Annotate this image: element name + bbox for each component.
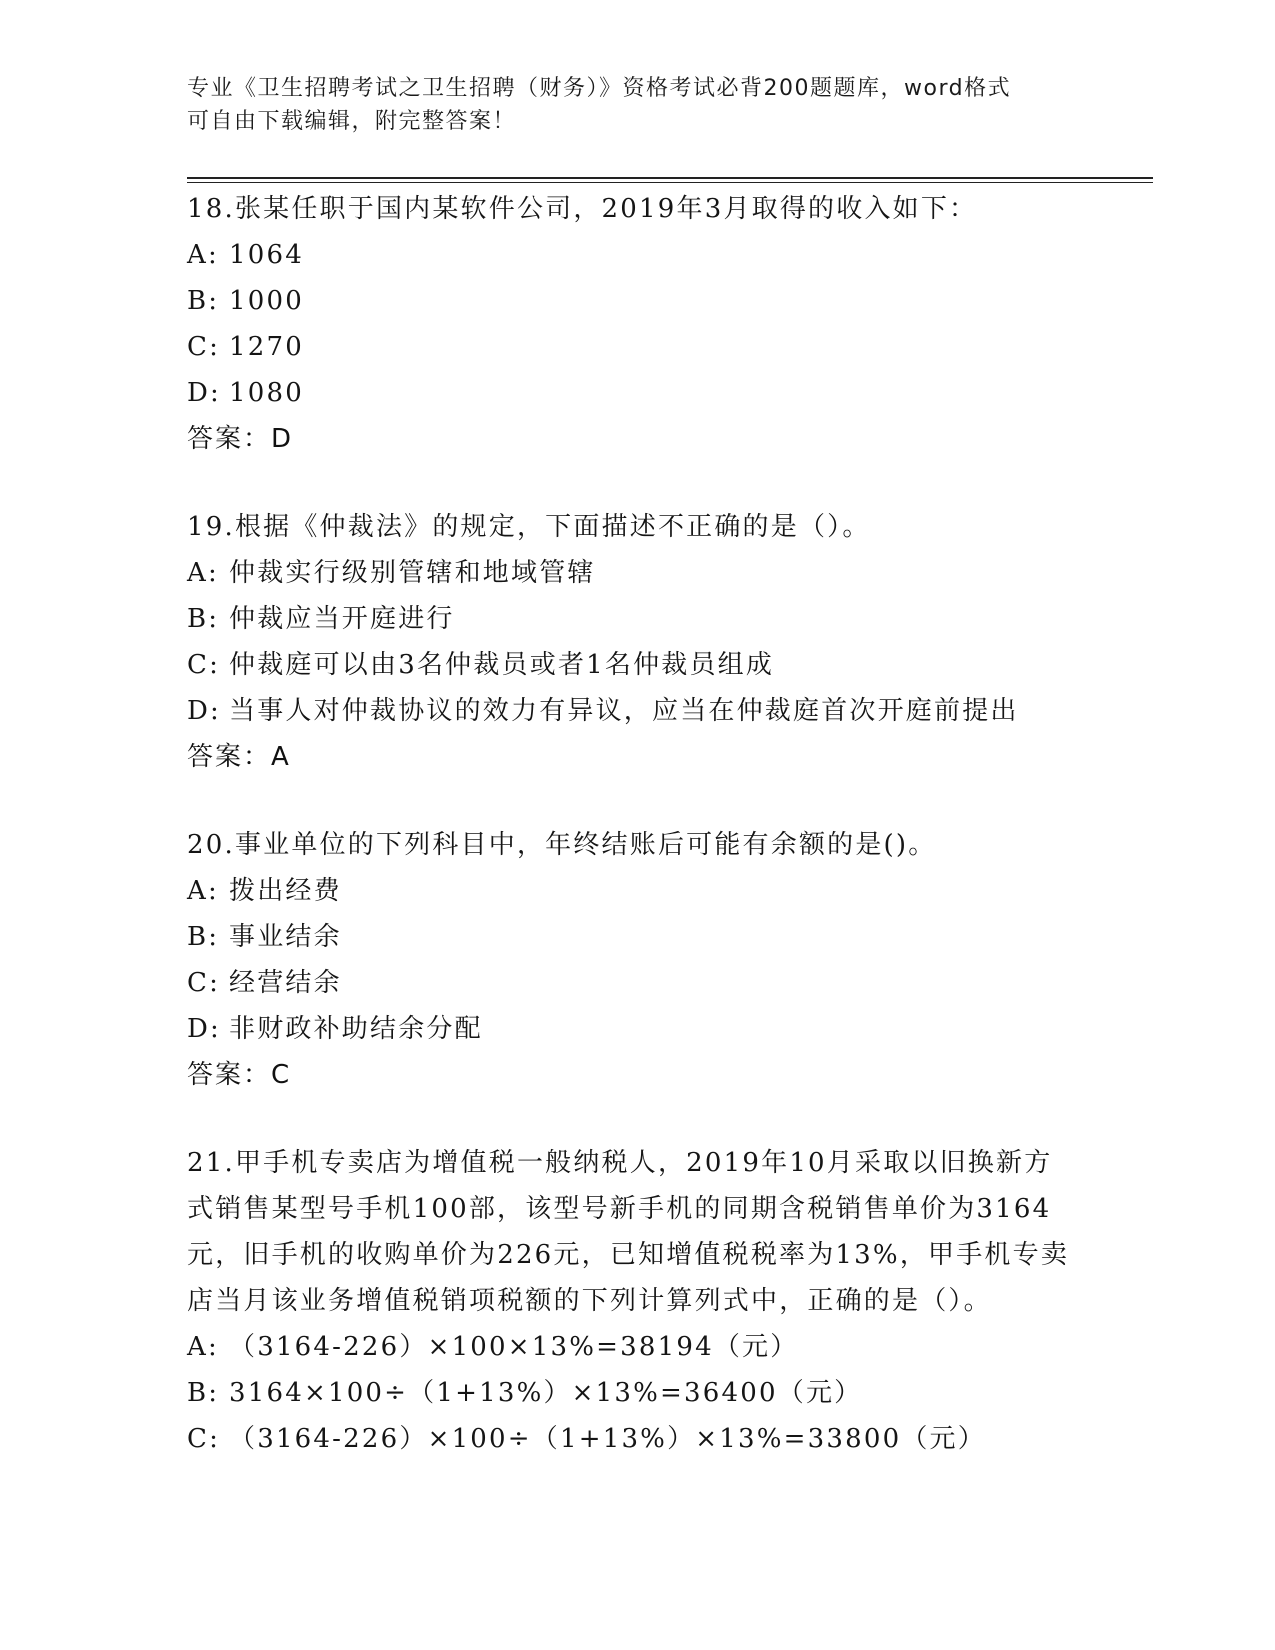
option-a [187, 232, 1087, 278]
question-text: 19.根据《仲裁法》的规定，下面描述不正确的是（）。 [187, 512, 871, 542]
option-c [187, 960, 1087, 1006]
question-list [187, 186, 1087, 1504]
option-text: 仲裁庭可以由3名仲裁员或者1名仲裁员组成 [229, 650, 775, 680]
option-d [187, 1006, 1087, 1052]
option-text: 拨出经费 [229, 876, 342, 906]
question-20 [187, 822, 1087, 1098]
option-b [187, 278, 1087, 324]
question-19 [187, 504, 1087, 780]
option-letter: C: [187, 650, 221, 680]
question-text: 21.甲手机专卖店为增值税一般纳税人，2019年10月采取以旧换新方式销售某型号手机100部，该型号新手机的同期含税销售单价为3164元，旧手机的收购单价为226元，已知增值税税率为13%，甲手机专卖店当月该业务增值税销项税额的下列计算列式中，正确的是（）。 [187, 1148, 1070, 1316]
option-text: （3164-226）×100÷（1+13%）×13%=33800（元） [229, 1424, 986, 1454]
option-a [187, 868, 1087, 914]
option-text: 1270 [229, 332, 304, 362]
option-text: 事业结余 [229, 922, 342, 952]
option-text: 1064 [229, 240, 304, 270]
option-d [187, 370, 1087, 416]
option-d [187, 688, 1087, 734]
option-text: 非财政补助结余分配 [229, 1014, 483, 1044]
option-text: 1080 [229, 378, 304, 408]
option-b [187, 1370, 1087, 1416]
option-letter: C: [187, 968, 221, 998]
option-text: 当事人对仲裁协议的效力有异议，应当在仲裁庭首次开庭前提出 [229, 696, 1019, 726]
header-line-2: 可自由下载编辑，附完整答案！ [187, 109, 517, 134]
option-letter: B: [187, 1378, 220, 1408]
option-b [187, 914, 1087, 960]
question-18 [187, 186, 1087, 462]
option-text: 经营结余 [229, 968, 342, 998]
option-c [187, 1416, 1087, 1462]
option-letter: A: [187, 558, 219, 588]
question-text: 18.张某任职于国内某软件公司，2019年3月取得的收入如下： [187, 194, 978, 224]
header-divider-thick [187, 177, 1153, 179]
document-header [187, 72, 1087, 138]
answer-text: 答案：C [187, 1060, 292, 1090]
option-letter: C: [187, 332, 221, 362]
option-letter: D: [187, 1014, 222, 1044]
option-c [187, 642, 1087, 688]
option-letter: A: [187, 1332, 219, 1362]
option-a [187, 1324, 1087, 1370]
option-letter: A: [187, 876, 219, 906]
option-letter: D: [187, 378, 222, 408]
question-21 [187, 1140, 1087, 1462]
answer-text: 答案：A [187, 742, 291, 772]
question-text: 20.事业单位的下列科目中，年终结账后可能有余额的是()。 [187, 830, 937, 860]
option-b [187, 596, 1087, 642]
option-letter: B: [187, 286, 220, 316]
option-text: 仲裁实行级别管辖和地域管辖 [229, 558, 596, 588]
header-divider-thin [187, 182, 1153, 183]
option-letter: A: [187, 240, 219, 270]
option-letter: B: [187, 922, 220, 952]
option-text: 3164×100÷（1+13%）×13%=36400（元） [229, 1378, 863, 1408]
option-letter: D: [187, 696, 222, 726]
option-text: （3164-226）×100×13%=38194（元） [229, 1332, 799, 1362]
option-letter: B: [187, 604, 220, 634]
option-a [187, 550, 1087, 596]
option-text: 仲裁应当开庭进行 [229, 604, 455, 634]
option-text: 1000 [229, 286, 304, 316]
answer-text: 答案：D [187, 424, 294, 454]
option-c [187, 324, 1087, 370]
option-letter: C: [187, 1424, 221, 1454]
header-line-1: 专业《卫生招聘考试之卫生招聘（财务）》资格考试必背200题题库，word格式 [187, 76, 1012, 101]
